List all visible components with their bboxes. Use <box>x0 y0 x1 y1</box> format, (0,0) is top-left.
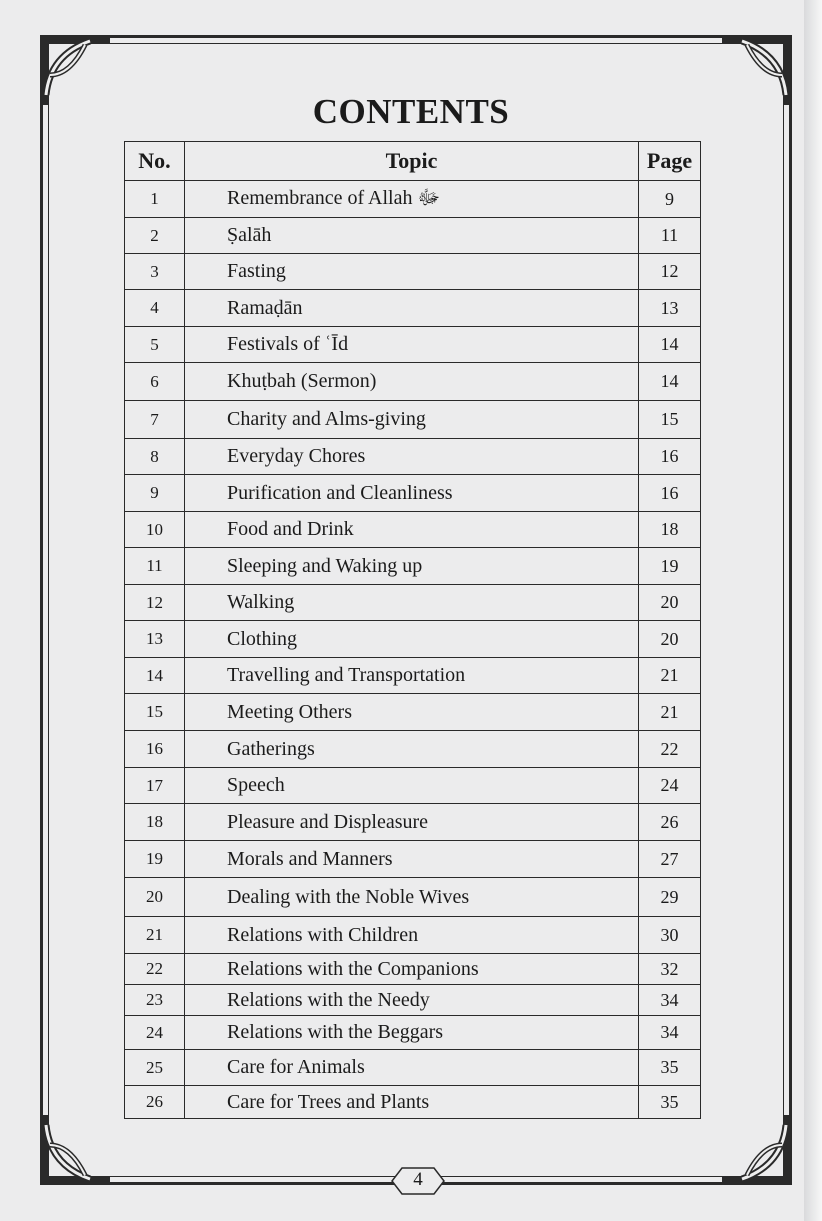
table-row <box>125 731 701 768</box>
row-number: 10 <box>125 512 185 548</box>
row-page: 34 <box>639 985 701 1016</box>
row-topic: Relations with the Companions <box>185 954 639 985</box>
row-number: 6 <box>125 363 185 401</box>
row-topic: Travelling and Transportation <box>185 658 639 694</box>
table-row <box>125 658 701 694</box>
table-row <box>125 768 701 804</box>
row-page: 16 <box>639 439 701 475</box>
row-number: 4 <box>125 290 185 327</box>
table-row <box>125 1086 701 1119</box>
row-topic: Ramaḍān <box>185 290 639 327</box>
table-row <box>125 401 701 439</box>
row-topic: Walking <box>185 585 639 621</box>
row-topic: Clothing <box>185 621 639 658</box>
row-topic: Sleeping and Waking up <box>185 548 639 585</box>
row-topic: Fasting <box>185 254 639 290</box>
contents-table <box>124 141 701 1119</box>
row-number: 21 <box>125 917 185 954</box>
row-page: 32 <box>639 954 701 985</box>
row-number: 12 <box>125 585 185 621</box>
row-number: 20 <box>125 878 185 917</box>
row-page: 29 <box>639 878 701 917</box>
row-page: 20 <box>639 621 701 658</box>
row-topic: Pleasure and Displeasure <box>185 804 639 841</box>
table-row <box>125 878 701 917</box>
row-page: 18 <box>639 512 701 548</box>
row-topic: Relations with the Beggars <box>185 1016 639 1050</box>
table-row <box>125 621 701 658</box>
table-row <box>125 475 701 512</box>
row-number: 7 <box>125 401 185 439</box>
table-header-row <box>125 142 701 181</box>
row-page: 9 <box>639 181 701 218</box>
row-topic: Charity and Alms-giving <box>185 401 639 439</box>
row-page: 26 <box>639 804 701 841</box>
header-topic: Topic <box>185 142 639 181</box>
row-number: 14 <box>125 658 185 694</box>
row-topic: Relations with Children <box>185 917 639 954</box>
row-page: 16 <box>639 475 701 512</box>
table-row <box>125 985 701 1016</box>
row-topic: Morals and Manners <box>185 841 639 878</box>
row-page: 14 <box>639 363 701 401</box>
row-topic: Everyday Chores <box>185 439 639 475</box>
row-page: 20 <box>639 585 701 621</box>
row-page: 27 <box>639 841 701 878</box>
row-page: 35 <box>639 1050 701 1086</box>
row-page: 35 <box>639 1086 701 1119</box>
page-title: CONTENTS <box>312 92 510 131</box>
table-row <box>125 218 701 254</box>
row-number: 2 <box>125 218 185 254</box>
row-number: 16 <box>125 731 185 768</box>
row-page: 11 <box>639 218 701 254</box>
row-number: 17 <box>125 768 185 804</box>
table-row <box>125 327 701 363</box>
row-page: 21 <box>639 658 701 694</box>
row-number: 23 <box>125 985 185 1016</box>
row-number: 22 <box>125 954 185 985</box>
row-topic: Relations with the Needy <box>185 985 639 1016</box>
table-row <box>125 290 701 327</box>
corner-ornament-icon <box>40 1115 110 1185</box>
table-row <box>125 363 701 401</box>
table-row <box>125 954 701 985</box>
row-topic: Speech <box>185 768 639 804</box>
row-page: 12 <box>639 254 701 290</box>
row-topic: Care for Trees and Plants <box>185 1086 639 1119</box>
row-number: 24 <box>125 1016 185 1050</box>
table-row <box>125 917 701 954</box>
row-page: 22 <box>639 731 701 768</box>
row-topic: Dealing with the Noble Wives <box>185 878 639 917</box>
page-number-text: 4 <box>413 1169 423 1190</box>
row-page: 13 <box>639 290 701 327</box>
page-edge-shadow <box>804 0 822 1221</box>
row-page: 34 <box>639 1016 701 1050</box>
row-number: 1 <box>125 181 185 218</box>
row-topic: Festivals of ʿĪd <box>185 327 639 363</box>
row-page: 19 <box>639 548 701 585</box>
header-page: Page <box>639 142 701 181</box>
header-no: No. <box>125 142 185 181</box>
table-row <box>125 1050 701 1086</box>
row-number: 15 <box>125 694 185 731</box>
table-row <box>125 585 701 621</box>
table-row <box>125 439 701 475</box>
table-row <box>125 841 701 878</box>
row-topic: Remembrance of Allah ﷻ <box>185 181 639 218</box>
row-number: 26 <box>125 1086 185 1119</box>
row-number: 11 <box>125 548 185 585</box>
row-page: 30 <box>639 917 701 954</box>
row-number: 13 <box>125 621 185 658</box>
table-row <box>125 694 701 731</box>
row-number: 8 <box>125 439 185 475</box>
table-row <box>125 254 701 290</box>
row-topic: Food and Drink <box>185 512 639 548</box>
row-page: 24 <box>639 768 701 804</box>
row-page: 15 <box>639 401 701 439</box>
row-topic: Gatherings <box>185 731 639 768</box>
row-number: 18 <box>125 804 185 841</box>
table-row <box>125 512 701 548</box>
table-row <box>125 548 701 585</box>
page-number <box>390 1166 446 1196</box>
row-number: 9 <box>125 475 185 512</box>
corner-ornament-icon <box>722 1115 792 1185</box>
row-page: 14 <box>639 327 701 363</box>
row-topic: Care for Animals <box>185 1050 639 1086</box>
row-topic: Khuṭbah (Sermon) <box>185 363 639 401</box>
row-topic: Purification and Cleanliness <box>185 475 639 512</box>
table-row <box>125 804 701 841</box>
row-number: 19 <box>125 841 185 878</box>
row-number: 3 <box>125 254 185 290</box>
table-row <box>125 181 701 218</box>
row-number: 25 <box>125 1050 185 1086</box>
row-number: 5 <box>125 327 185 363</box>
table-row <box>125 1016 701 1050</box>
row-topic: Ṣalāh <box>185 218 639 254</box>
row-page: 21 <box>639 694 701 731</box>
row-topic: Meeting Others <box>185 694 639 731</box>
